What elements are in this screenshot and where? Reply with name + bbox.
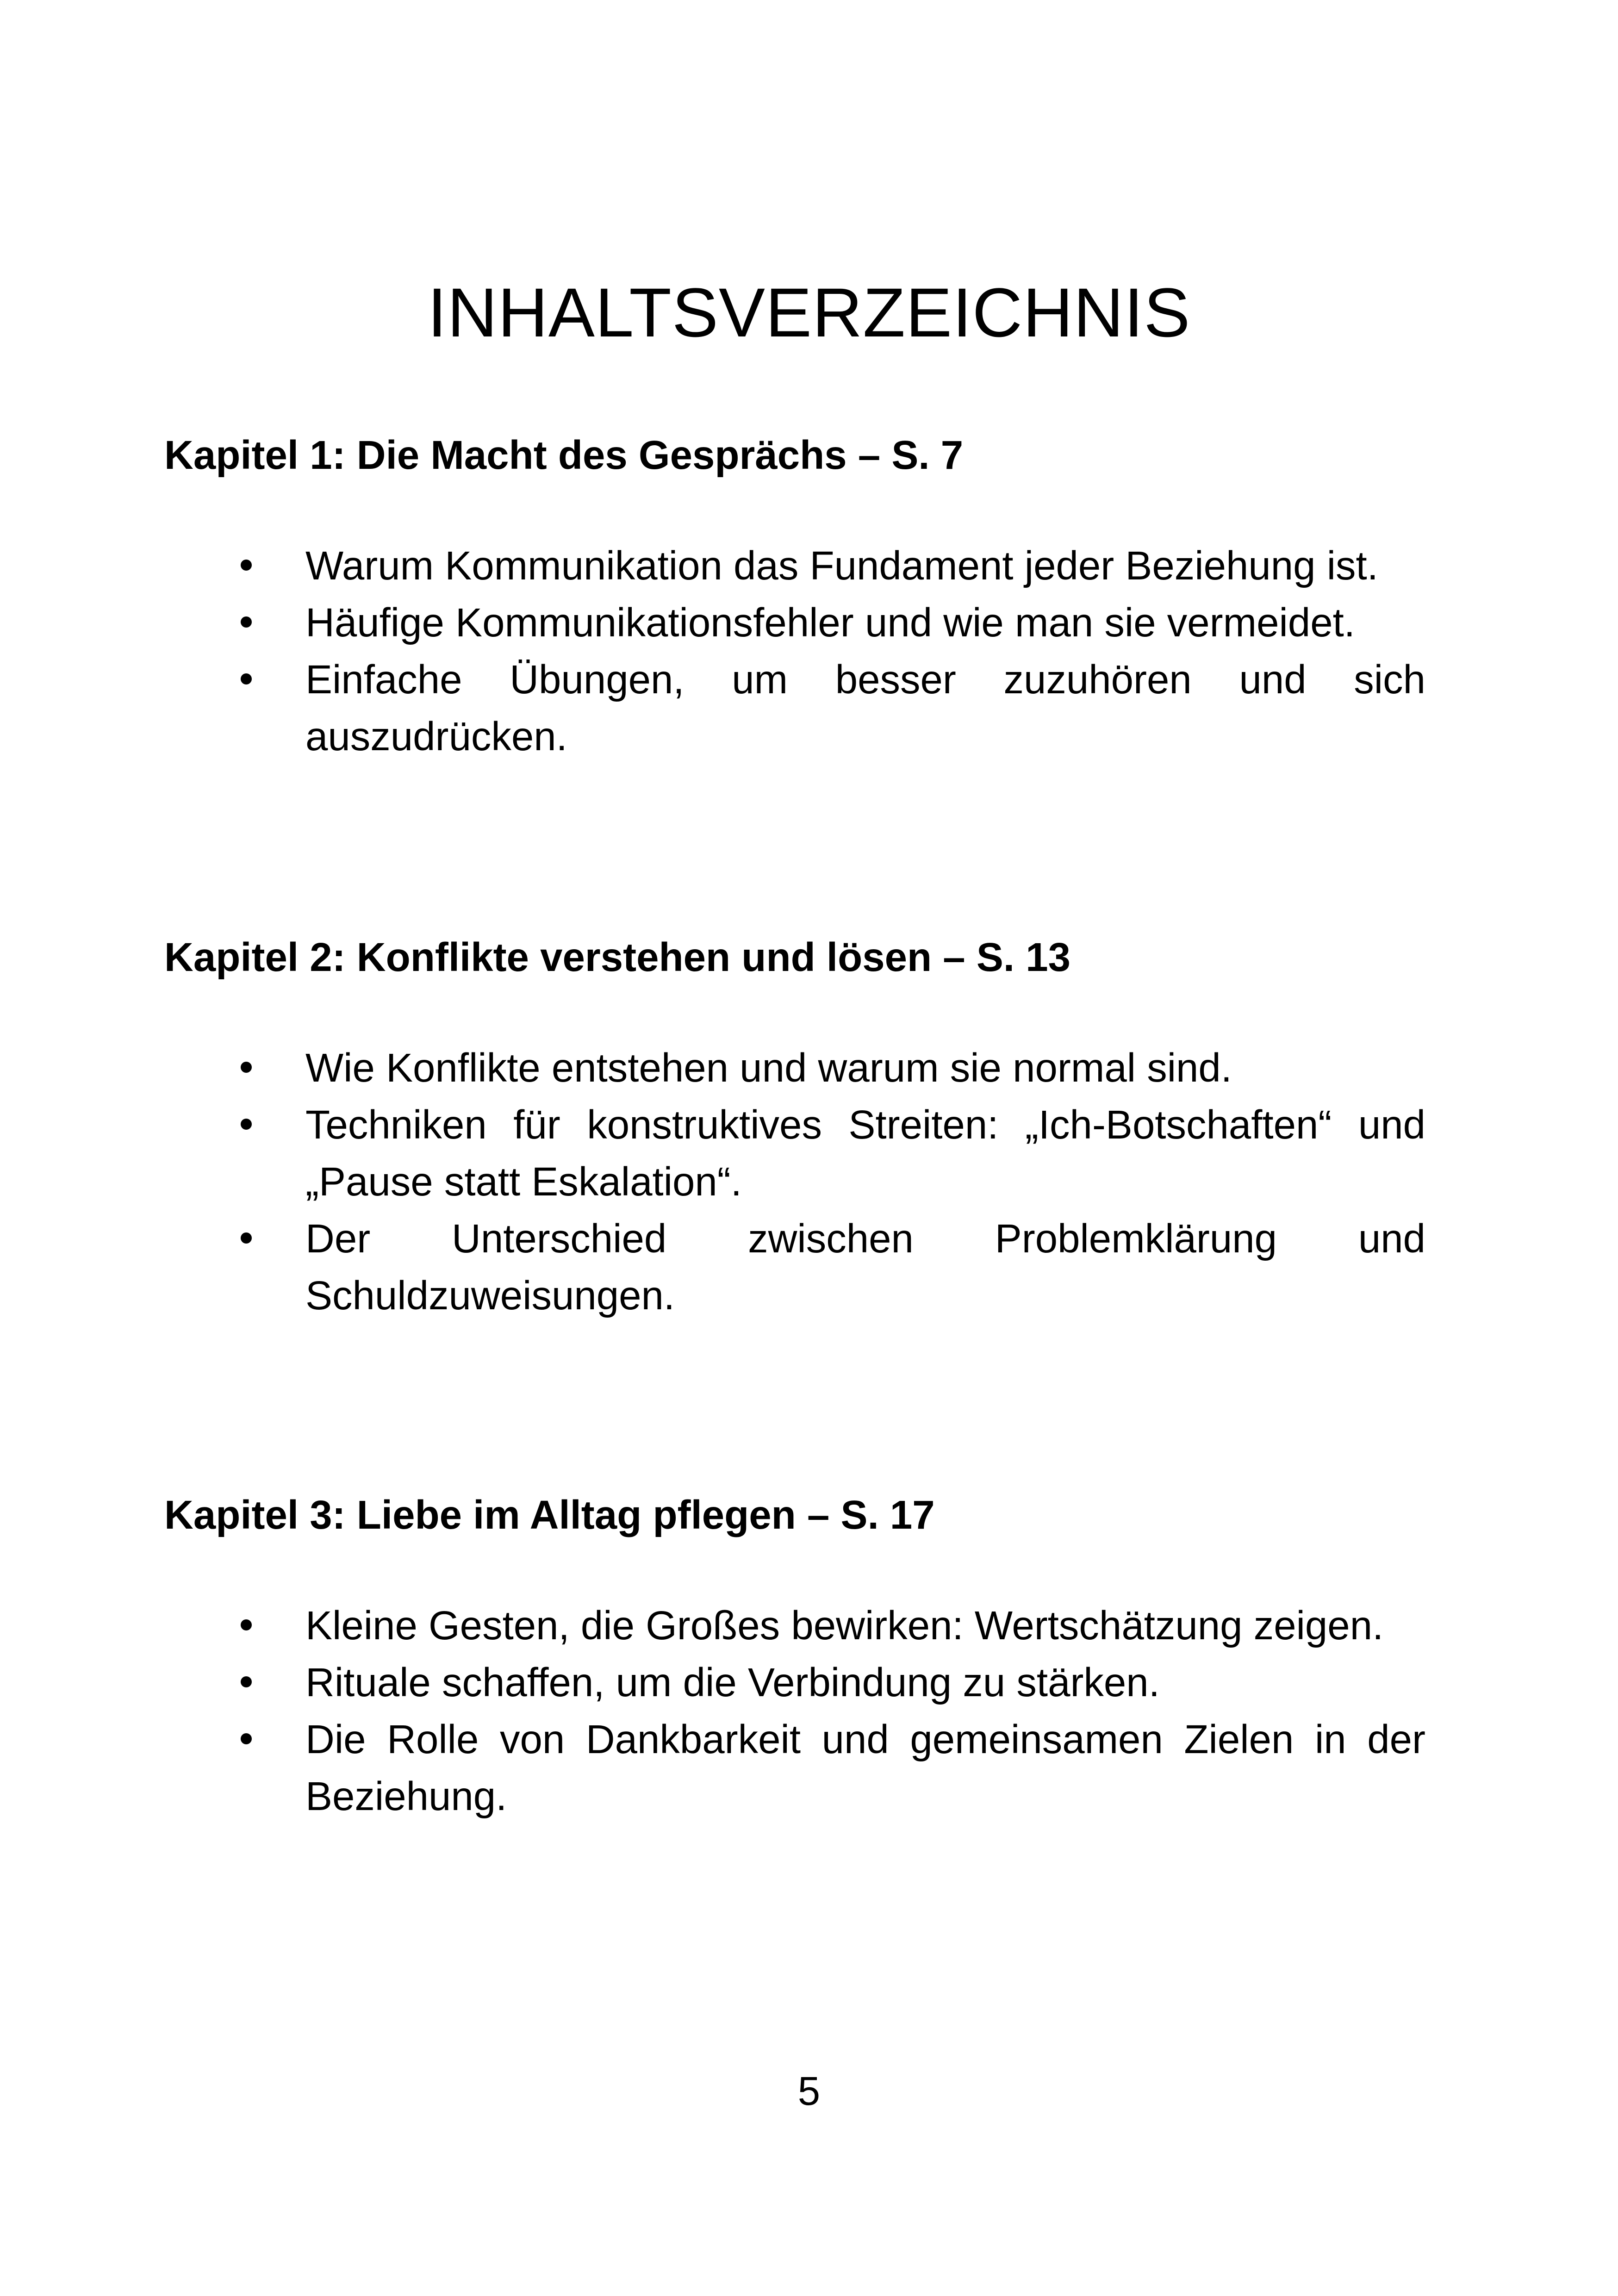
bullet-icon [241,1733,252,1744]
bullet-icon [241,673,252,684]
chapter-2 [164,937,1425,1324]
list-item-text: Die Rolle von Dankbarkeit und gemeinsamen Zielen in der Beziehung. [305,1717,1425,1819]
list-item [164,1654,1425,1711]
page-number: 5 [797,2069,821,2114]
bullet-icon [241,1676,252,1687]
list-item [164,1039,1425,1096]
list-item-text: Kleine Gesten, die Großes bewirken: Wertschätzung zeigen. [305,1603,1384,1648]
list-item-text: Rituale schaffen, um die Verbindung zu stärken. [305,1660,1160,1705]
list-item [164,1597,1425,1654]
page-title: INHALTSVERZEICHNIS [427,274,1191,351]
bullet-icon [241,1619,252,1630]
chapter-1 [164,435,1425,765]
list-item [164,1210,1425,1324]
list-item-text: Techniken für konstruktives Streiten: „Ich-Botschaften“ und „Pause statt Eskalation“. [305,1102,1425,1204]
list-item-text: Häufige Kommunikationsfehler und wie man sie vermeidet. [305,600,1355,645]
bullet-icon [241,560,252,571]
list-item [164,537,1425,594]
chapter-item-list [164,1597,1425,1825]
chapter-heading: Kapitel 3: Liebe im Alltag pflegen – S. 17 [164,1493,935,1537]
list-item-text: Wie Konflikte entstehen und warum sie normal sind. [305,1045,1232,1090]
list-item-text: Einfache Übungen, um besser zuzuhören und sich auszudrücken. [305,657,1425,759]
chapter-3 [164,1495,1425,1825]
list-item [164,651,1425,765]
bullet-icon [241,1062,252,1073]
chapter-heading: Kapitel 1: Die Macht des Gesprächs – S. 7 [164,433,964,478]
bullet-icon [241,1119,252,1130]
chapter-item-list [164,537,1425,765]
chapter-heading: Kapitel 2: Konflikte verstehen und lösen – S. 13 [164,935,1071,980]
list-item-text: Der Unterschied zwischen Problemklärung und Schuldzuweisungen. [305,1216,1425,1318]
list-item [164,594,1425,651]
list-item [164,1096,1425,1210]
chapter-item-list [164,1039,1425,1324]
list-item [164,1711,1425,1825]
list-item-text: Warum Kommunikation das Fundament jeder Beziehung ist. [305,543,1378,588]
bullet-icon [241,616,252,628]
bullet-icon [241,1232,252,1244]
